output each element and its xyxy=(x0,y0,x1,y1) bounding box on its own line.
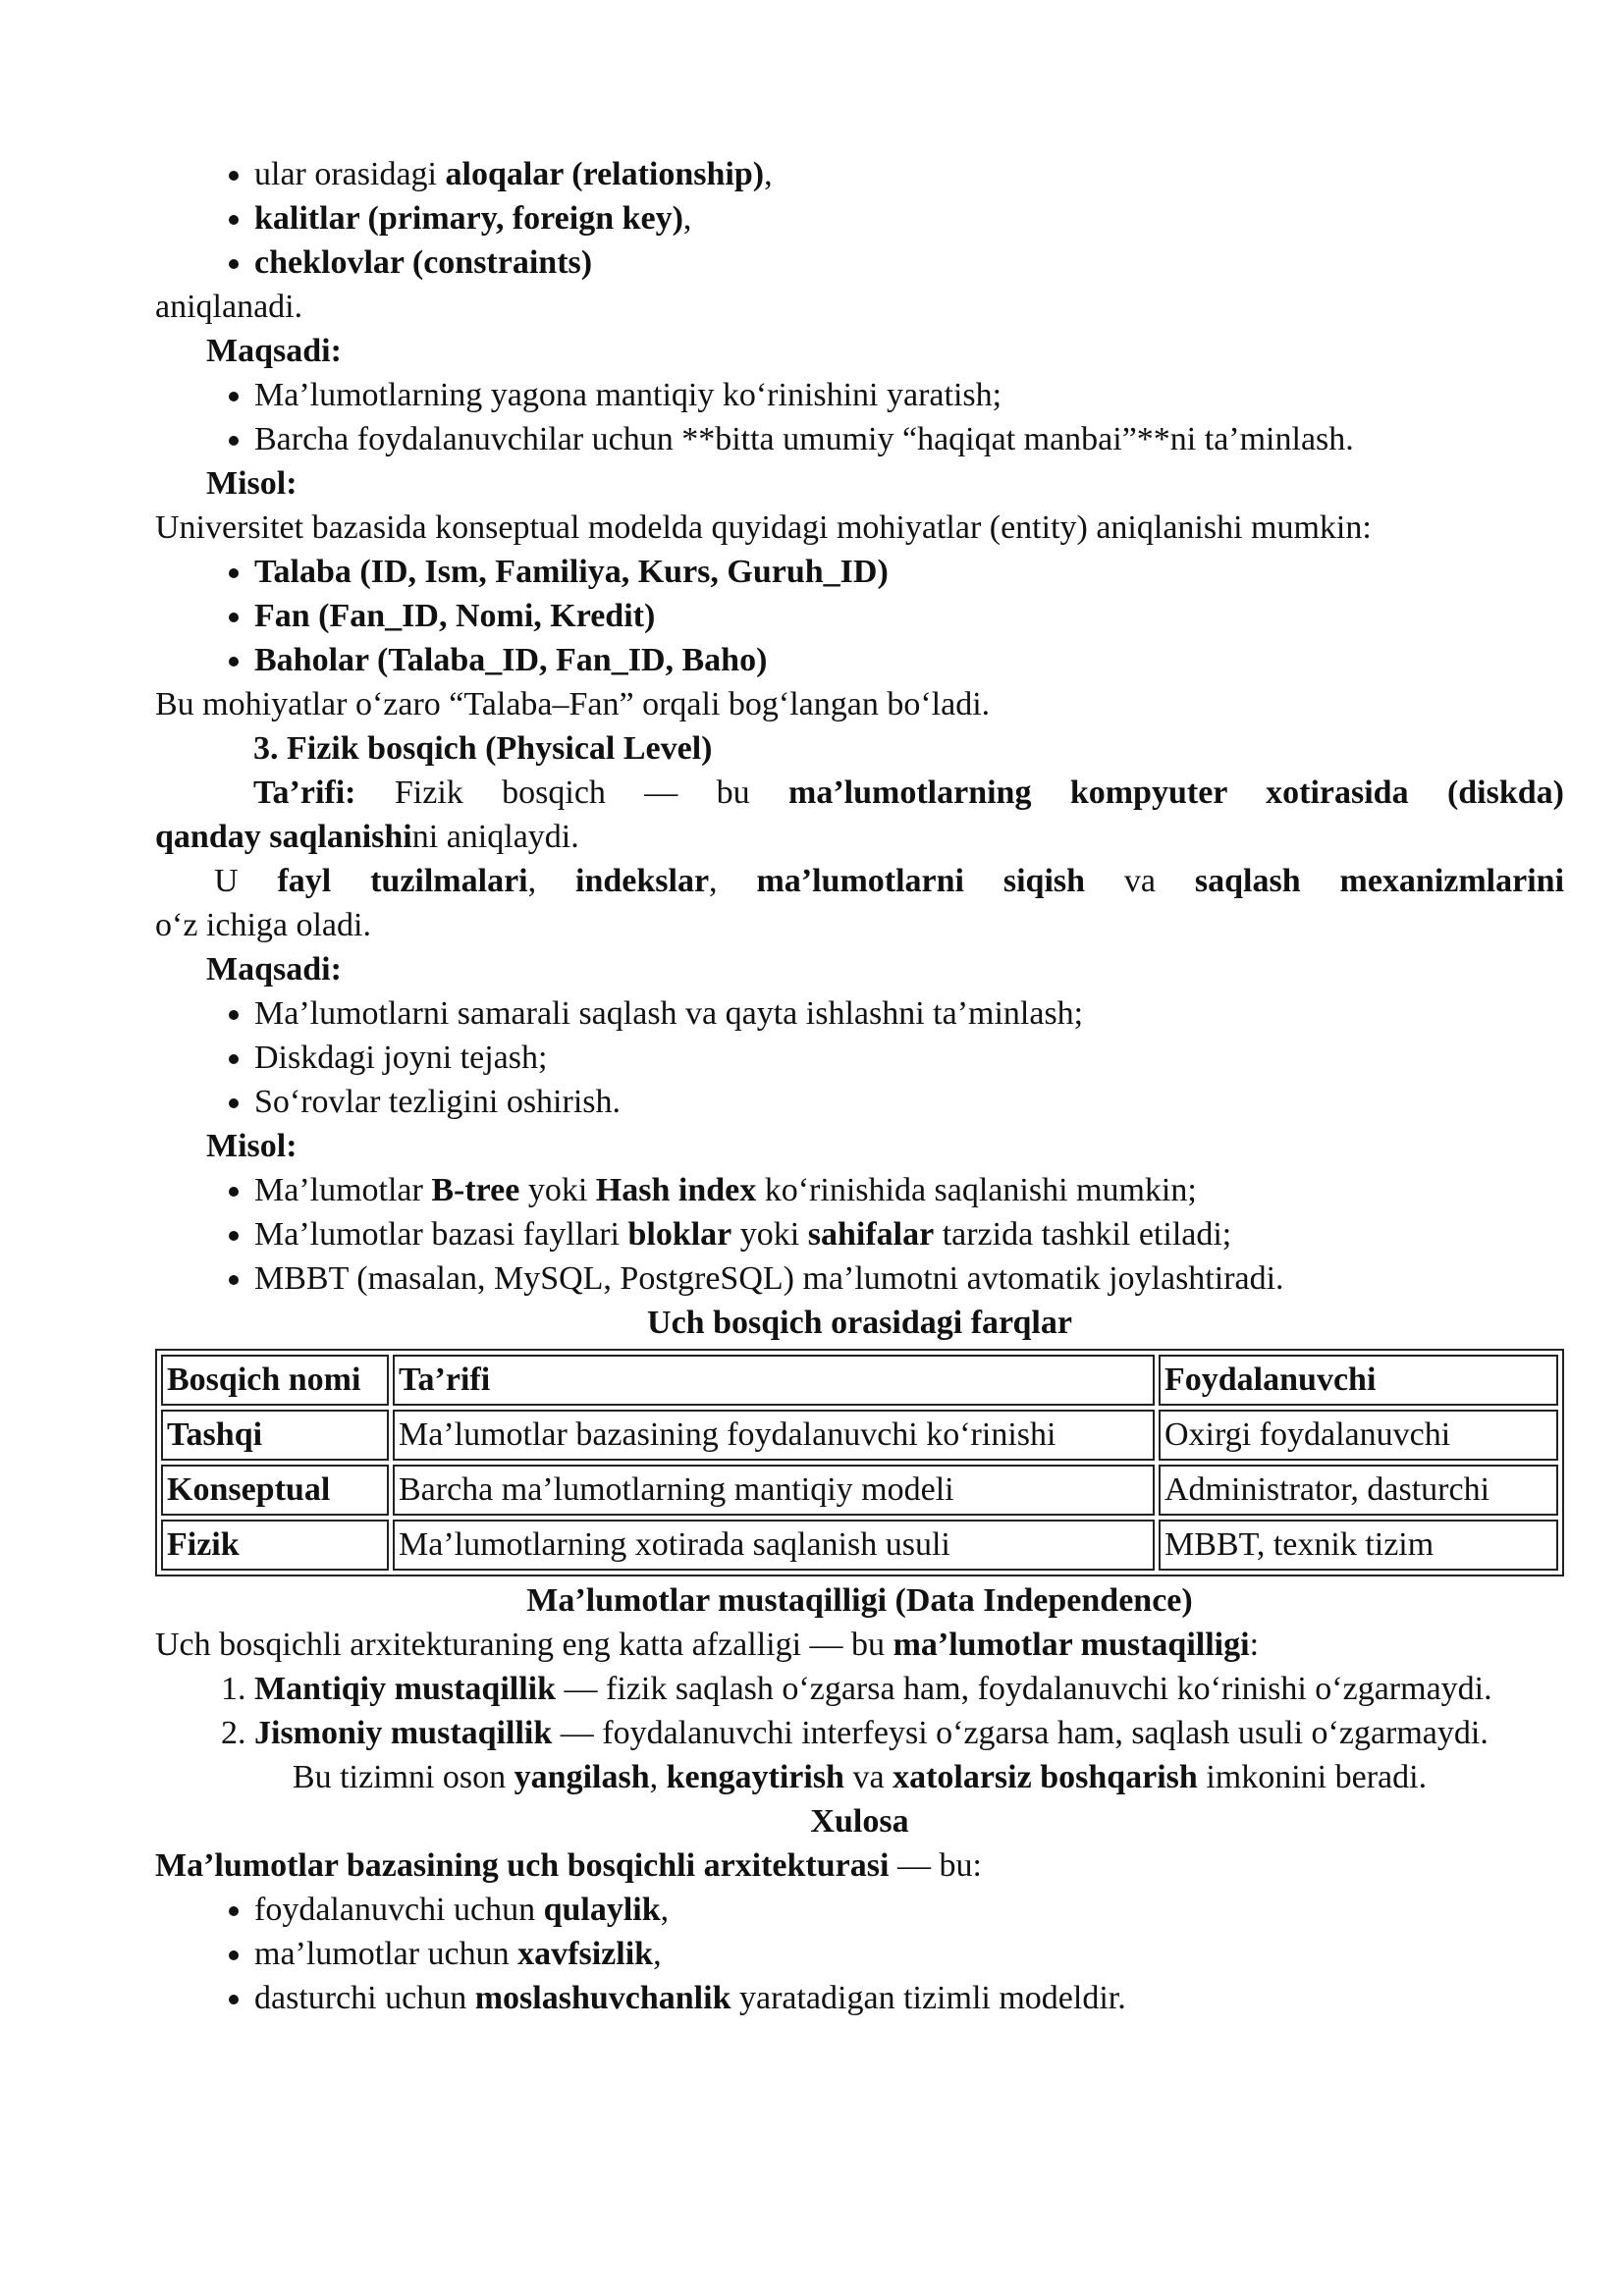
table-header-row xyxy=(161,1355,1558,1406)
list-item: • cheklovlar (constraints) xyxy=(254,240,1564,285)
table-cell: Oxirgi foydalanuvchi xyxy=(1159,1410,1558,1461)
table-row xyxy=(161,1520,1558,1571)
list-item: • So‘rovlar tezligini oshirish. xyxy=(254,1080,1564,1124)
independence-intro: Uch bosqichli arxitekturaning eng katta afzalligi — bu ma’lumotlar mustaqilligi: xyxy=(155,1627,1260,1663)
physical-example-label: Misol: xyxy=(206,1128,298,1164)
table-cell: Tashqi xyxy=(161,1410,389,1461)
list-item: • ma’lumotlar uchun xavfsizlik, xyxy=(254,1932,1564,1976)
conclusion-lead: Ma’lumotlar bazasining uch bosqichli arxitekturasi — bu: xyxy=(155,1847,982,1884)
levels-comparison-table xyxy=(155,1349,1564,1576)
independence-heading: Ma’lumotlar mustaqilligi (Data Independence) xyxy=(526,1582,1193,1619)
table-cell: MBBT, texnik tizim xyxy=(1159,1520,1558,1571)
list-item: • Talaba (ID, Ism, Familiya, Kurs, Guruh_ID) xyxy=(254,550,1564,594)
list-item: • kalitlar (primary, foreign key), xyxy=(254,196,1564,240)
aniqlanadi-text: aniqlanadi. xyxy=(155,289,303,325)
list-item: • Barcha foydalanuvchilar uchun **bitta umumiy “haqiqat manbai”**ni ta’minlash. xyxy=(254,417,1564,461)
list-item: • Fan (Fan_ID, Nomi, Kredit) xyxy=(254,594,1564,638)
list-item: • dasturchi uchun moslashuvchanlik yaratadigan tizimli modeldir. xyxy=(254,1976,1564,2020)
table-row xyxy=(161,1465,1558,1516)
list-item: • Ma’lumotlar bazasi fayllari bloklar yoki sahifalar tarzida tashkil etiladi; xyxy=(254,1212,1564,1256)
relationship-list xyxy=(155,152,1564,285)
conclusion-heading: Xulosa xyxy=(810,1803,909,1840)
conclusion-list xyxy=(155,1888,1564,2020)
table-cell: Fizik xyxy=(161,1520,389,1571)
table-cell: Administrator, dasturchi xyxy=(1159,1465,1558,1516)
list-item: • MBBT (masalan, MySQL, PostgreSQL) ma’lumotni avtomatik joylashtiradi. xyxy=(254,1256,1564,1301)
entities-relation-text: Bu mohiyatlar o‘zaro “Talaba–Fan” orqali bog‘langan bo‘ladi. xyxy=(155,686,991,722)
list-item: • Ma’lumotlar B-tree yoki Hash index ko‘rinishida saqlanishi mumkin; xyxy=(254,1168,1564,1212)
conceptual-goals-list xyxy=(155,373,1564,461)
entity-list xyxy=(155,550,1564,682)
conceptual-example-label: Misol: xyxy=(206,465,298,502)
independence-list xyxy=(155,1667,1564,1755)
list-item: • Baholar (Talaba_ID, Fan_ID, Baho) xyxy=(254,638,1564,682)
table-cell: Ma’lumotlarning xotirada saqlanish usuli xyxy=(393,1520,1155,1571)
table-header-cell: Ta’rifi xyxy=(393,1355,1155,1406)
list-item: • Ma’lumotlarni samarali saqlash va qayta ishlashni ta’minlash; xyxy=(254,991,1564,1036)
physical-level-heading: 3. Fizik bosqich (Physical Level) xyxy=(253,730,713,767)
conceptual-example-intro: Universitet bazasida konseptual modelda quyidagi mohiyatlar (entity) aniqlanishi mumkin: xyxy=(155,509,1372,546)
table-header-cell: Bosqich nomi xyxy=(161,1355,389,1406)
physical-definition-first: Ta’rifi: Fizik bosqich — bu ma’lumotlarning kompyuter xotirasida (diskda) xyxy=(253,774,1564,811)
table-row xyxy=(161,1410,1558,1461)
physical-goals-list xyxy=(155,991,1564,1124)
list-item: • foydalanuvchi uchun qulaylik, xyxy=(254,1888,1564,1932)
physical-goals-label: Maqsadi: xyxy=(206,951,342,988)
table-cell: Ma’lumotlar bazasining foydalanuvchi ko‘rinishi xyxy=(393,1410,1155,1461)
list-item: • Diskdagi joyni tejash; xyxy=(254,1036,1564,1080)
physical-example-list xyxy=(155,1168,1564,1301)
table-cell: Konseptual xyxy=(161,1465,389,1516)
table-title: Uch bosqich orasidagi farqlar xyxy=(647,1305,1072,1341)
list-item: • ular orasidagi aloqalar (relationship), xyxy=(254,152,1564,196)
list-item: 1. Mantiqiy mustaqillik — fizik saqlash o‘zgarsa ham, foydalanuvchi ko‘rinishi o‘zgarmaydi. xyxy=(254,1667,1564,1711)
physical-components-first: U fayl tuzilmalari, indekslar, ma’lumotlarni siqish va saqlash mexanizmlarini xyxy=(214,863,1565,899)
list-item: • Ma’lumotlarning yagona mantiqiy ko‘rinishini yaratish; xyxy=(254,373,1564,417)
list-item: 2. Jismoniy mustaqillik — foydalanuvchi interfeysi o‘zgarsa ham, saqlash usuli o‘zgarmaydi. xyxy=(254,1711,1564,1755)
table-cell: Barcha ma’lumotlarning mantiqiy modeli xyxy=(393,1465,1155,1516)
physical-definition-rest: qanday saqlanishini aniqlaydi. xyxy=(155,819,579,855)
physical-components-rest: o‘z ichiga oladi. xyxy=(155,907,371,943)
conceptual-goals-label: Maqsadi: xyxy=(206,333,342,369)
independence-summary: Bu tizimni oson yangilash, kengaytirish va xatolarsiz boshqarish imkonini beradi. xyxy=(292,1759,1428,1795)
table-header-cell: Foydalanuvchi xyxy=(1159,1355,1558,1406)
